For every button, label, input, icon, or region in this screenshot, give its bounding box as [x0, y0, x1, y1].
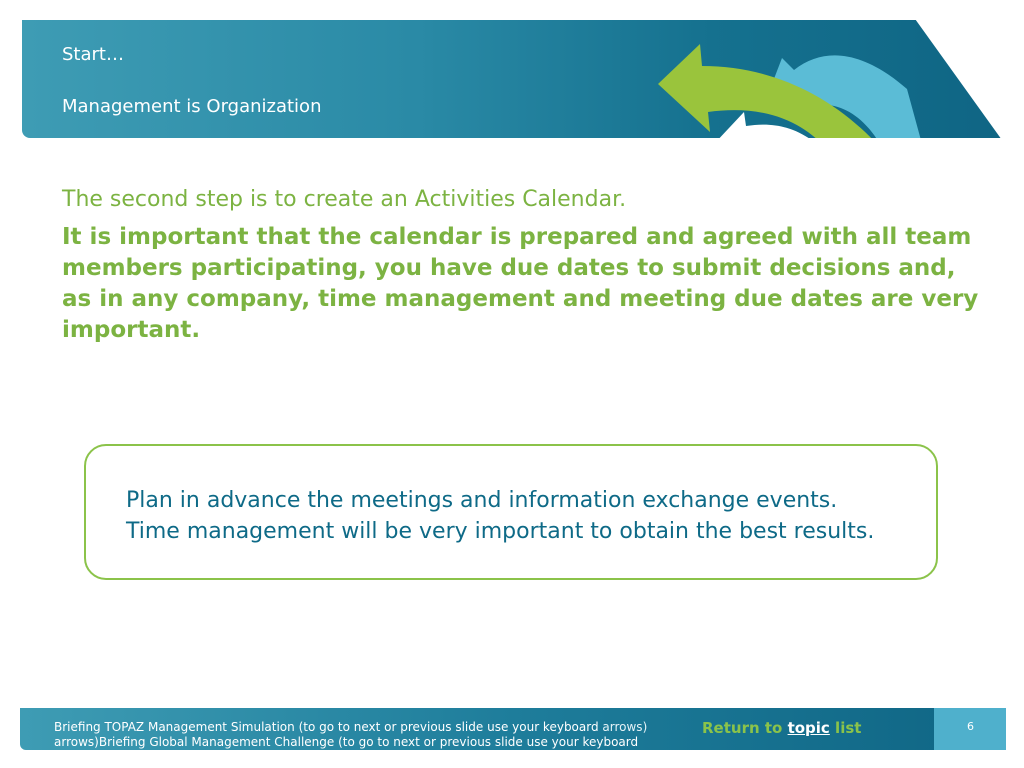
callout-line-2: Time management will be very important to obtain the best results.	[126, 519, 875, 544]
slide-title: Management is Organization	[62, 96, 322, 117]
header-band	[22, 20, 1006, 138]
footer-band	[20, 708, 1006, 750]
footer-caption-part3: arrows)Briefing Global Management Challenge (to go to next or previous slide use your keyboard	[54, 735, 639, 749]
callout-line-1: Plan in advance the meetings and information exchange events.	[126, 488, 838, 513]
emphasis-paragraph: It is important that the calendar is prepared and agreed with all team members participating, you have due dates to submit decisions and, as in any company, time management and meeting due dates are very important.	[62, 224, 979, 343]
lead-paragraph: The second step is to create an Activities Calendar.	[62, 187, 627, 212]
circular-arrows-icon	[622, 20, 942, 138]
topic-link[interactable]: topic	[787, 719, 830, 737]
return-to-topic-list	[702, 719, 861, 737]
return-prefix: Return to	[702, 719, 788, 737]
footer-caption	[54, 720, 694, 750]
footer-caption-part1: Briefing TOPAZ Management Simulation (to go to next or previous slide use your keyboard	[54, 720, 599, 734]
return-suffix: list	[829, 719, 862, 737]
slide-section-title: Start…	[62, 44, 124, 65]
page-number: 6	[967, 720, 974, 733]
callout-box	[84, 444, 938, 580]
footer-caption-part2: arrows)	[598, 720, 648, 734]
